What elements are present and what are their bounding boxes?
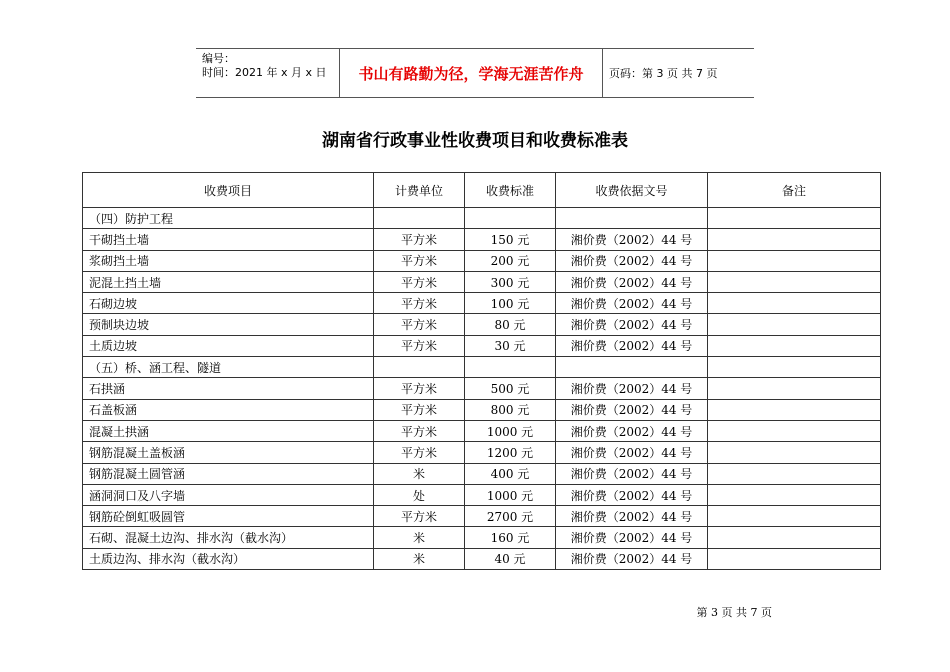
basis-cell: 湘价费（2002）44 号 xyxy=(556,293,708,314)
item-cell: （四）防护工程 xyxy=(83,208,374,229)
price-cell: 30 元 xyxy=(465,335,556,356)
table-row xyxy=(83,271,881,292)
price-cell: 1000 元 xyxy=(465,420,556,441)
remark-cell xyxy=(708,527,881,548)
table-row xyxy=(83,208,881,229)
table-header-row xyxy=(83,173,881,208)
document-title: 湖南省行政事业性收费项目和收费标准表 xyxy=(322,131,628,151)
unit-cell: 平方米 xyxy=(374,399,465,420)
unit-cell: 平方米 xyxy=(374,506,465,527)
table-row xyxy=(83,548,881,569)
column-header: 收费项目 xyxy=(83,173,374,208)
item-cell: 石砌边坡 xyxy=(83,293,374,314)
basis-cell: 湘价费（2002）44 号 xyxy=(556,442,708,463)
page-header xyxy=(196,48,754,98)
column-header: 收费依据文号 xyxy=(556,173,708,208)
unit-cell xyxy=(374,208,465,229)
remark-cell xyxy=(708,399,881,420)
unit-cell: 平方米 xyxy=(374,378,465,399)
basis-cell: 湘价费（2002）44 号 xyxy=(556,463,708,484)
remark-cell xyxy=(708,208,881,229)
table-row xyxy=(83,378,881,399)
unit-cell: 米 xyxy=(374,548,465,569)
unit-cell: 平方米 xyxy=(374,229,465,250)
header-motto: 书山有路勤为径，学海无涯苦作舟 xyxy=(339,49,603,97)
table-row xyxy=(83,506,881,527)
price-cell: 160 元 xyxy=(465,527,556,548)
basis-cell: 湘价费（2002）44 号 xyxy=(556,314,708,335)
remark-cell xyxy=(708,357,881,378)
table-row xyxy=(83,314,881,335)
item-cell: 干砌挡土墙 xyxy=(83,229,374,250)
price-cell xyxy=(465,357,556,378)
price-cell: 2700 元 xyxy=(465,506,556,527)
basis-cell: 湘价费（2002）44 号 xyxy=(556,527,708,548)
basis-cell: 湘价费（2002）44 号 xyxy=(556,229,708,250)
remark-cell xyxy=(708,314,881,335)
unit-cell: 平方米 xyxy=(374,293,465,314)
remark-cell xyxy=(708,250,881,271)
column-header: 收费标准 xyxy=(465,173,556,208)
basis-cell: 湘价费（2002）44 号 xyxy=(556,335,708,356)
document-time: 时间：2021 年 x 月 x 日 xyxy=(202,66,327,79)
header-page-number: 页码：第 3 页 共 7 页 xyxy=(609,67,718,80)
basis-cell: 湘价费（2002）44 号 xyxy=(556,399,708,420)
item-cell: 钢筋混凝土盖板涵 xyxy=(83,442,374,463)
remark-cell xyxy=(708,420,881,441)
basis-cell: 湘价费（2002）44 号 xyxy=(556,250,708,271)
price-cell: 40 元 xyxy=(465,548,556,569)
remark-cell xyxy=(708,506,881,527)
table-row xyxy=(83,250,881,271)
unit-cell: 平方米 xyxy=(374,314,465,335)
unit-cell: 米 xyxy=(374,527,465,548)
remark-cell xyxy=(708,271,881,292)
basis-cell: 湘价费（2002）44 号 xyxy=(556,420,708,441)
item-cell: 涵洞洞口及八字墙 xyxy=(83,484,374,505)
price-cell xyxy=(465,208,556,229)
item-cell: 土质边沟、排水沟（截水沟） xyxy=(83,548,374,569)
item-cell: 泥混土挡土墙 xyxy=(83,271,374,292)
item-cell: 土质边坡 xyxy=(83,335,374,356)
price-cell: 400 元 xyxy=(465,463,556,484)
item-cell: 钢筋混凝土圆管涵 xyxy=(83,463,374,484)
remark-cell xyxy=(708,548,881,569)
item-cell: 预制块边坡 xyxy=(83,314,374,335)
basis-cell: 湘价费（2002）44 号 xyxy=(556,484,708,505)
table-row xyxy=(83,484,881,505)
column-header: 计费单位 xyxy=(374,173,465,208)
item-cell: 钢筋砼倒虹吸圆管 xyxy=(83,506,374,527)
price-cell: 1200 元 xyxy=(465,442,556,463)
remark-cell xyxy=(708,463,881,484)
price-cell: 80 元 xyxy=(465,314,556,335)
table-row xyxy=(83,335,881,356)
unit-cell: 米 xyxy=(374,463,465,484)
item-cell: 石盖板涵 xyxy=(83,399,374,420)
unit-cell: 平方米 xyxy=(374,335,465,356)
unit-cell: 平方米 xyxy=(374,442,465,463)
price-cell: 100 元 xyxy=(465,293,556,314)
price-cell: 200 元 xyxy=(465,250,556,271)
table-row xyxy=(83,357,881,378)
price-cell: 1000 元 xyxy=(465,484,556,505)
fee-table xyxy=(82,172,881,570)
item-cell: 石拱涵 xyxy=(83,378,374,399)
document-number: 编号： xyxy=(202,52,235,65)
table-body xyxy=(83,208,881,570)
basis-cell: 湘价费（2002）44 号 xyxy=(556,378,708,399)
table-row xyxy=(83,420,881,441)
table-row xyxy=(83,527,881,548)
item-cell: 石砌、混凝土边沟、排水沟（截水沟） xyxy=(83,527,374,548)
remark-cell xyxy=(708,335,881,356)
remark-cell xyxy=(708,378,881,399)
item-cell: 浆砌挡土墙 xyxy=(83,250,374,271)
remark-cell xyxy=(708,293,881,314)
basis-cell: 湘价费（2002）44 号 xyxy=(556,506,708,527)
basis-cell: 湘价费（2002）44 号 xyxy=(556,548,708,569)
table-row xyxy=(83,229,881,250)
unit-cell xyxy=(374,357,465,378)
price-cell: 150 元 xyxy=(465,229,556,250)
table-row xyxy=(83,399,881,420)
basis-cell: 湘价费（2002）44 号 xyxy=(556,271,708,292)
unit-cell: 平方米 xyxy=(374,250,465,271)
page-footer: 第 3 页 共 7 页 xyxy=(696,606,772,619)
table-row xyxy=(83,442,881,463)
basis-cell xyxy=(556,357,708,378)
price-cell: 500 元 xyxy=(465,378,556,399)
price-cell: 800 元 xyxy=(465,399,556,420)
unit-cell: 平方米 xyxy=(374,271,465,292)
remark-cell xyxy=(708,442,881,463)
unit-cell: 平方米 xyxy=(374,420,465,441)
basis-cell xyxy=(556,208,708,229)
remark-cell xyxy=(708,484,881,505)
table-row xyxy=(83,293,881,314)
table-row xyxy=(83,463,881,484)
price-cell: 300 元 xyxy=(465,271,556,292)
header-meta xyxy=(196,49,339,97)
item-cell: 混凝土拱涵 xyxy=(83,420,374,441)
unit-cell: 处 xyxy=(374,484,465,505)
remark-cell xyxy=(708,229,881,250)
item-cell: （五）桥、涵工程、隧道 xyxy=(83,357,374,378)
column-header: 备注 xyxy=(708,173,881,208)
